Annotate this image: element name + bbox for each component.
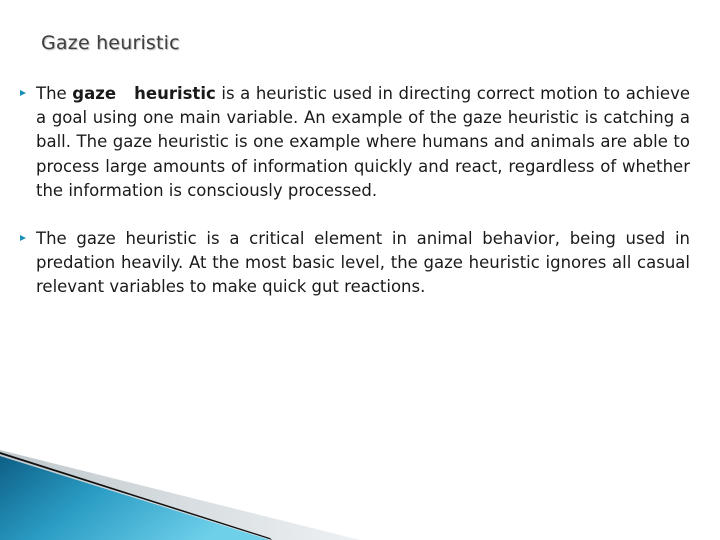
triangle-bullet-icon bbox=[20, 90, 26, 96]
bullet-1-text-after: is a heuristic used in directing correct motion to achieve a goal using one main variable. An example of the gaze heuristic is catching a ball. The gaze heuristic is one example where humans and animals are able to process large amounts of information quickly and react, regardless of whether the information is consciously processed. bbox=[36, 84, 691, 200]
bullet-text-1 bbox=[36, 84, 690, 200]
bullet-item-1 bbox=[20, 82, 690, 203]
corner-blue-wedge bbox=[0, 456, 270, 540]
bullet-text-2: The gaze heuristic is a critical element in animal behavior, being used in predation heavily. At the most basic level, the gaze heuristic ignores all casual relevant variables to make quick gut reactions. bbox=[36, 229, 690, 297]
triangle-bullet-icon bbox=[20, 235, 26, 241]
slide-title: Gaze heuristic bbox=[41, 32, 180, 54]
bullet-list bbox=[20, 82, 690, 324]
bullet-1-text-before: The bbox=[36, 84, 73, 103]
bullet-1-bold-term: gaze heuristic bbox=[72, 84, 216, 103]
bullet-item-2 bbox=[20, 227, 690, 300]
corner-decoration bbox=[0, 450, 720, 540]
